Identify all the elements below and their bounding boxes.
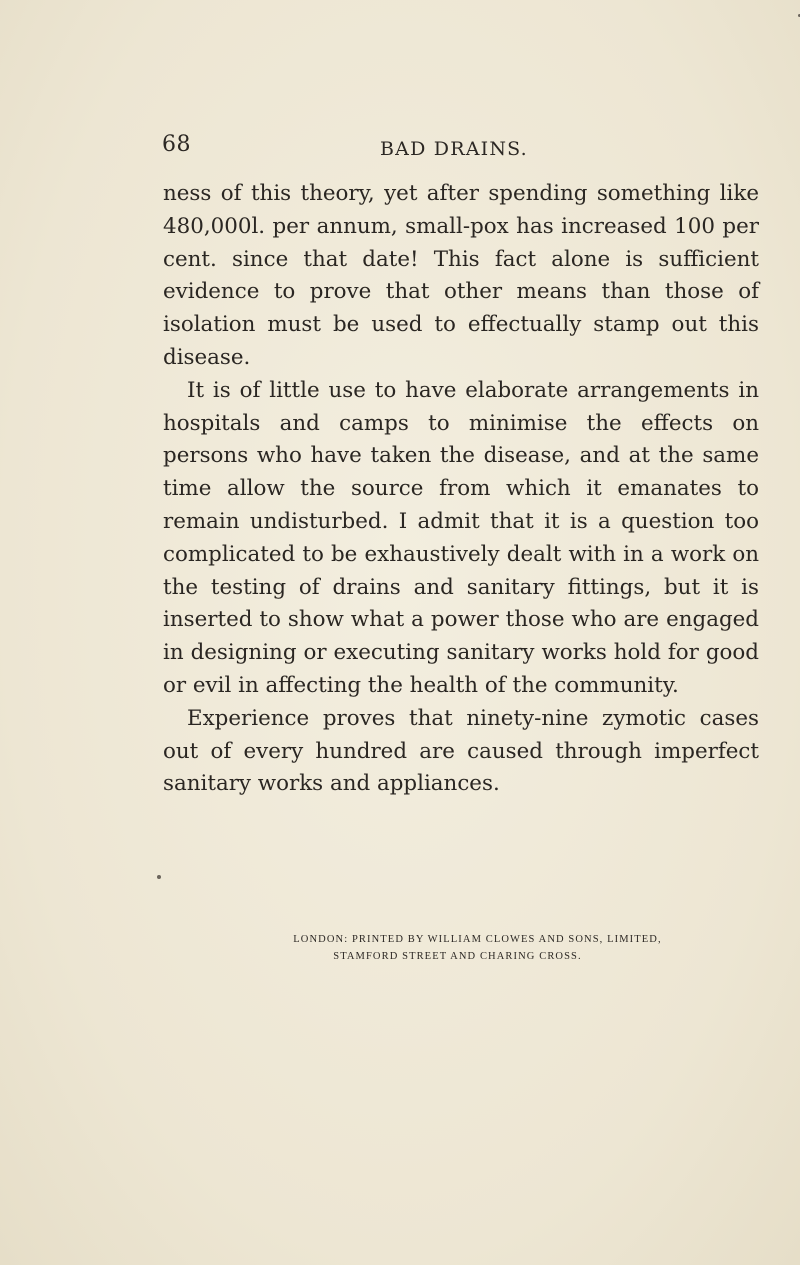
paragraph: ness of this theory, yet after spending something like 480,000l. per annum, small-pox has increased 100 per cent. since that date! This fact alone is sufficient evidence to prove that other means than those of isolation must be used to effectually stamp out this disease. (163, 181, 759, 370)
page-number: 68 (162, 132, 191, 157)
body-text (163, 178, 759, 801)
paper-speck (157, 875, 161, 879)
paragraph: It is of little use to have elaborate arrangements in hospitals and camps to minimise the effects on persons who have taken the disease, and at the same time allow the source from which it emanates to remain undisturbed. I admit that it is a question too complicated to be exhaustively dealt with in a work on the testing of drains and sanitary fittings, but it is inserted to show what a power those who are engaged in designing or executing sanitary works hold for good or evil in affecting the health of the community. (163, 377, 759, 698)
imprint-line: STAMFORD STREET AND CHARING CROSS. (333, 951, 582, 962)
imprint-line: LONDON: PRINTED BY WILLIAM CLOWES AND SONS, LIMITED, (293, 934, 662, 945)
paragraph: Experience proves that ninety-nine zymotic cases out of every hundred are caused through imperfect sanitary works and appliances. (163, 705, 759, 797)
running-head: BAD DRAINS. (380, 138, 528, 160)
page-header (160, 134, 640, 164)
printer-imprint (0, 931, 800, 965)
